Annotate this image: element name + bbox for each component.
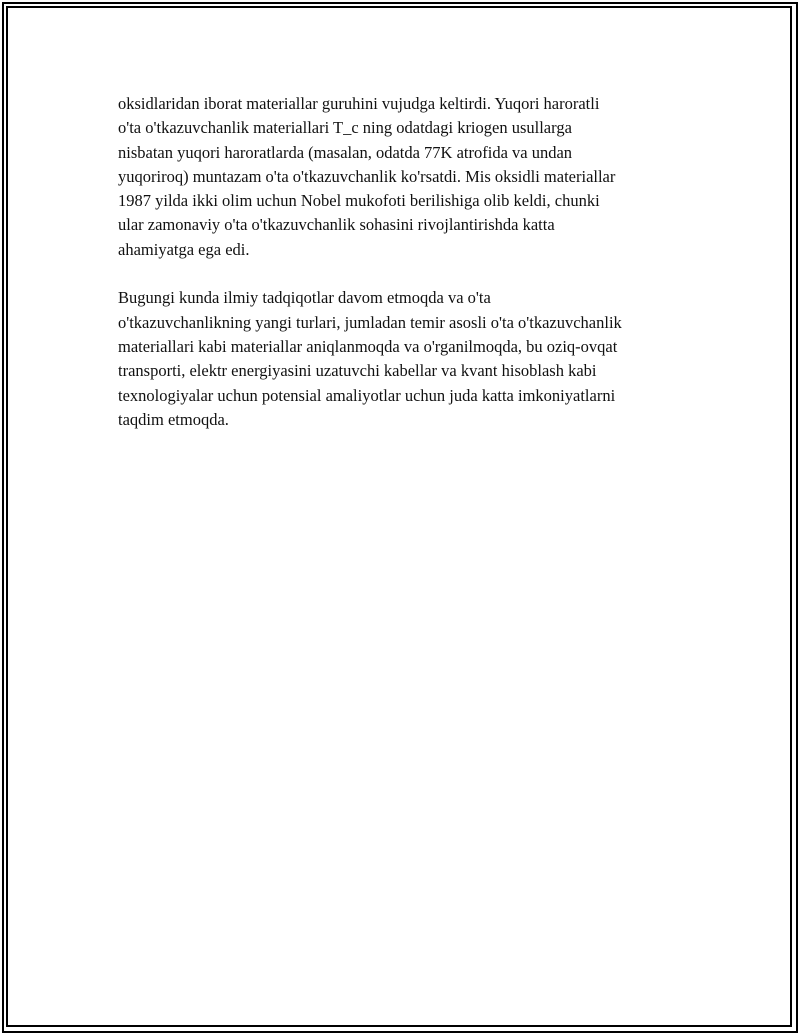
document-body bbox=[118, 92, 698, 456]
paragraph-1: oksidlaridan iborat materiallar guruhini vujudga keltirdi. Yuqori haroratli o'ta o'tkazuvchanlik materiallari T_c ning odatdagi kriogen usullarga nisbatan yuqori haroratlarda (masalan, odatda 77K atrofida va undan yuqoriroq) muntazam o'ta o'tkazuvchanlik ko'rsatdi. Mis oksidli materiallar 1987 yilda ikki olim uchun Nobel mukofoti berilishiga olib keldi, chunki ular zamonaviy o'ta o'tkazuvchanlik sohasini rivojlantirishda katta ahamiyatga ega edi. bbox=[118, 94, 616, 259]
paragraph-2: Bugungi kunda ilmiy tadqiqotlar davom etmoqda va o'ta o'tkazuvchanlikning yangi turlari, jumladan temir asosli o'ta o'tkazuvchanlik materiallari kabi materiallar aniqlanmoqda va o'rganilmoqda, bu oziq-ovqat transporti, elektr energiyasini uzatuvchi kabellar va kvant hisoblash kabi texnologiyalar uchun potensial amaliyotlar uchun juda katta imkoniyatlarni taqdim etmoqda. bbox=[118, 288, 622, 429]
